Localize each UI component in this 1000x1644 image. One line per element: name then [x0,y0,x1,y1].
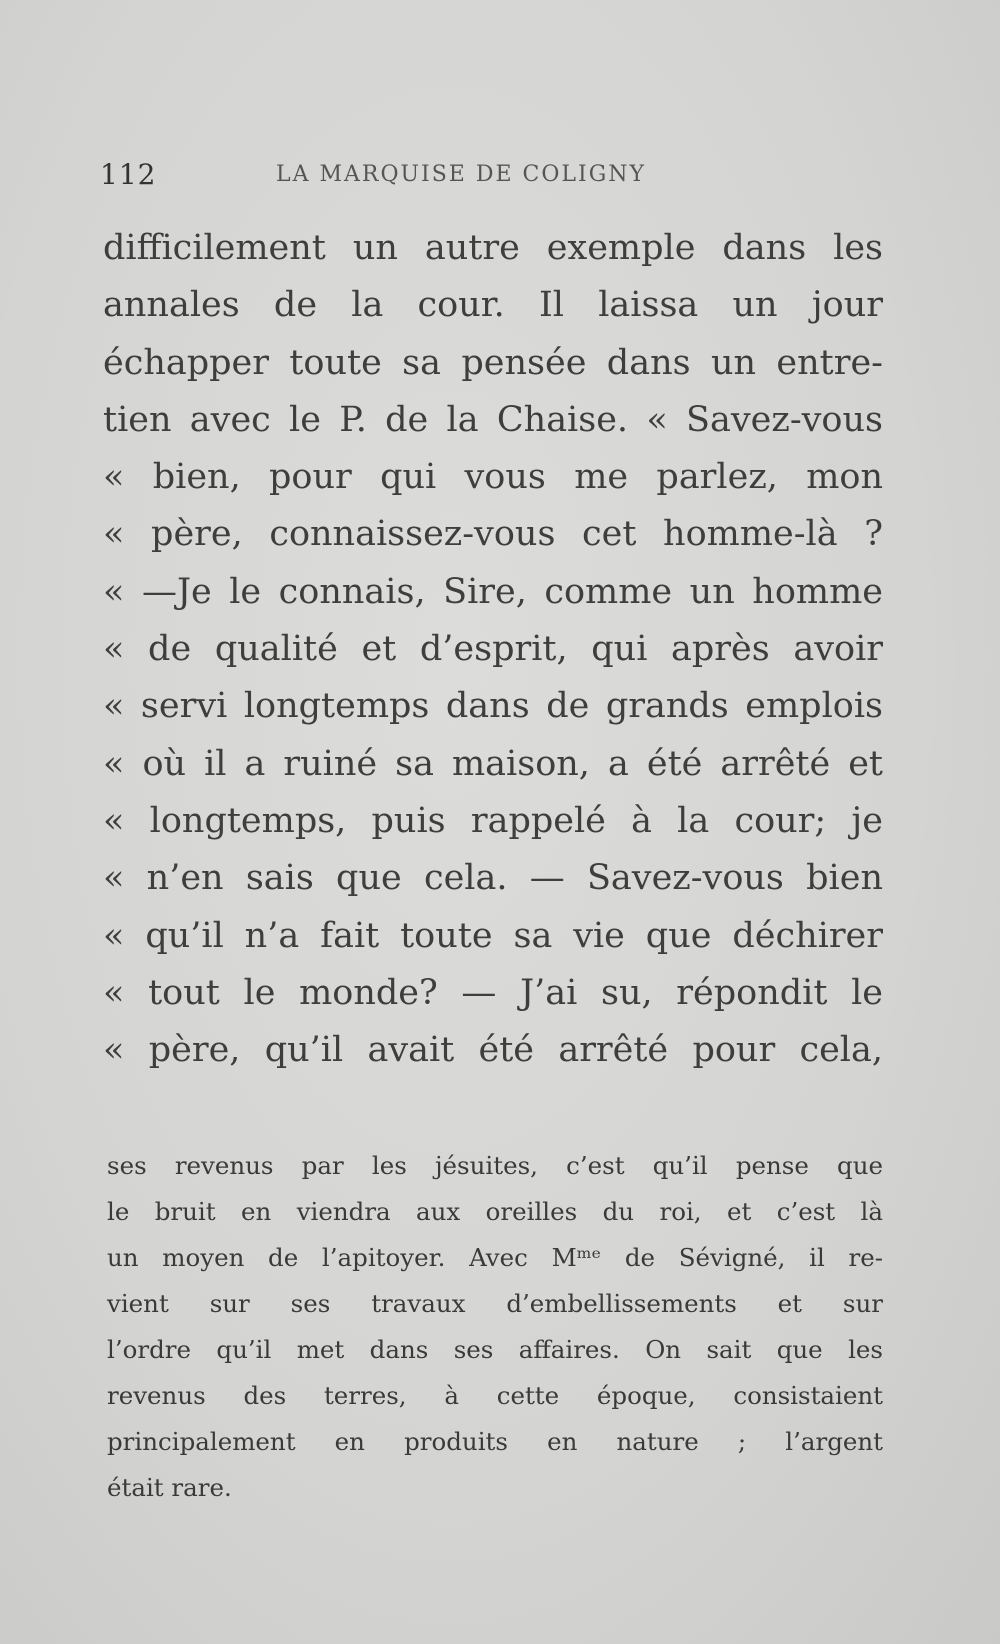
main-text-block [103,220,883,1079]
footnote-line: le bruit en viendra aux oreilles du roi, et c’est là [107,1197,883,1226]
footnote-line: l’ordre qu’il met dans ses affaires. On sait que les [107,1335,883,1364]
main-text-line: « n’en sais que cela. — Savez-vous bien [103,858,883,899]
footnote-line: principalement en produits en nature ; l’argent [107,1427,883,1456]
main-text-line: « qu’il n’a fait toute sa vie que déchirer [103,915,883,956]
main-text-line: difficilement un autre exemple dans les [103,228,883,268]
main-text-line: « —Je le connais, Sire, comme un homme [103,571,883,612]
footnote-line: vient sur ses travaux d’embellissements et sur [107,1289,883,1318]
running-title: LA MARQUISE DE COLIGNY [276,162,647,187]
page-header [100,158,880,198]
main-text-line: « père, qu’il avait été arrêté pour cela, [103,1030,883,1071]
main-text-line: échapper toute sa pensée dans un entre- [103,342,883,383]
main-text-line: « longtemps, puis rappelé à la cour; je [103,800,883,841]
page-number: 112 [100,158,157,191]
main-text-line: « servi longtemps dans de grands emplois [103,686,883,727]
main-text-line: « de qualité et d’esprit, qui après avoir [103,629,883,670]
main-text-line: « bien, pour qui vous me parlez, mon [103,457,883,498]
main-text-line: « où il a ruiné sa maison, a été arrêté et [103,743,883,784]
main-text-line: tien avec le P. de la Chaise. « Savez-vous [103,399,883,440]
main-text-line: « père, connaissez-vous cet homme-là ? [103,514,883,555]
footnote-block [107,1143,883,1511]
footnote-line: ses revenus par les jésuites, c’est qu’il pense que [107,1151,883,1180]
main-text-line: « tout le monde? — J’ai su, répondit le [103,972,883,1013]
footnote-line: revenus des terres, à cette époque, consistaient [107,1381,883,1410]
main-text-line: annales de la cour. Il laissa un jour [103,285,883,326]
footnote-line: un moyen de l’apitoyer. Avec Mᵐᵉ de Sévigné, il re- [107,1243,883,1272]
footnote-line: était rare. [107,1473,232,1502]
